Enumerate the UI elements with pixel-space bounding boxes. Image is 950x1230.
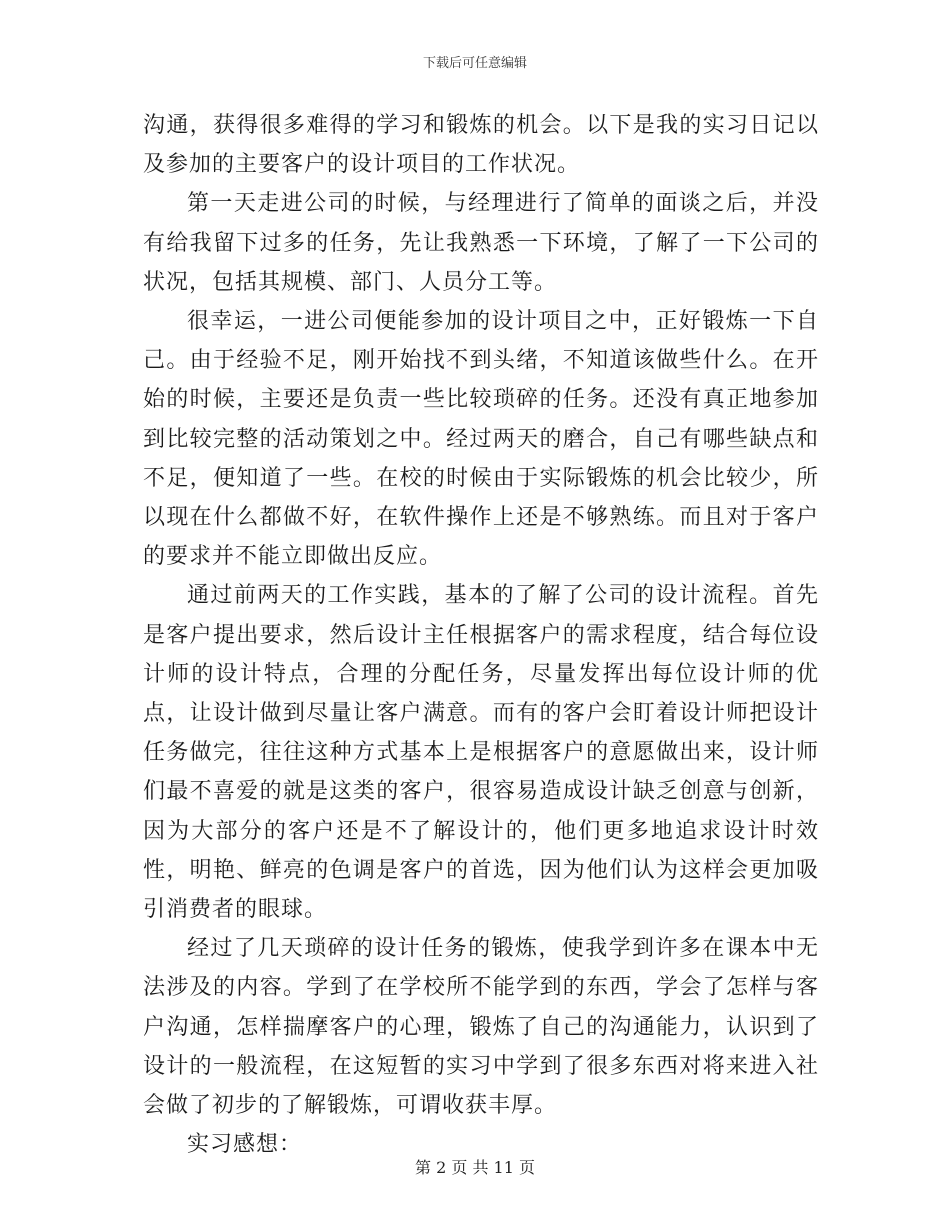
paragraph-continuation: 沟通，获得很多难得的学习和锻炼的机会。以下是我的实习日记以及参加的主要客户的设计项目的工作状况。 <box>143 113 819 178</box>
section-heading-reflections: 实习感想： <box>187 1132 303 1158</box>
page-number: 第 2 页 共 11 页 <box>415 1158 535 1177</box>
page-header-note: 下载后可任意编辑 <box>422 56 527 71</box>
document-body <box>143 106 819 1164</box>
paragraph-first-day: 第一天走进公司的时候，与经理进行了简单的面谈之后，并没有给我留下过多的任务，先让我熟悉一下环境，了解了一下公司的状况，包括其规模、部门、人员分工等。 <box>143 191 819 295</box>
paragraph-design-process: 通过前两天的工作实践，基本的了解了公司的设计流程。首先是客户提出要求，然后设计主任根据客户的需求程度，结合每位设计师的设计特点，合理的分配任务，尽量发挥出每位设计师的优点，让设计做到尽量让客户满意。而有的客户会盯着设计师把设计任务做完，往往这种方式基本上是根据客户的意愿做出来，设计师们最不喜爱的就是这类的客户，很容易造成设计缺乏创意与创新，因为大部分的客户还是不了解设计的，他们更多地追求设计时效性，明艳、鲜亮的色调是客户的首选，因为他们认为这样会更加吸引消费者的眼球。 <box>143 583 819 923</box>
paragraph-learning-summary: 经过了几天琐碎的设计任务的锻炼，使我学到许多在课本中无法涉及的内容。学到了在学校所不能学到的东西，学会了怎样与客户沟通，怎样揣摩客户的心理，锻炼了自己的沟通能力，认识到了设计的一般流程，在这短暂的实习中学到了很多东西对将来进入社会做了初步的了解锻炼，可谓收获丰厚。 <box>143 936 819 1119</box>
paragraph-lucky-project: 很幸运，一进公司便能参加的设计项目之中，正好锻炼一下自己。由于经验不足，刚开始找不到头绪，不知道该做些什么。在开始的时候，主要还是负责一些比较琐碎的任务。还没有真正地参加到比较完整的活动策划之中。经过两天的磨合，自己有哪些缺点和不足，便知道了一些。在校的时候由于实际锻炼的机会比较少，所以现在什么都做不好，在软件操作上还是不够熟练。而且对于客户的要求并不能立即做出反应。 <box>143 309 819 570</box>
